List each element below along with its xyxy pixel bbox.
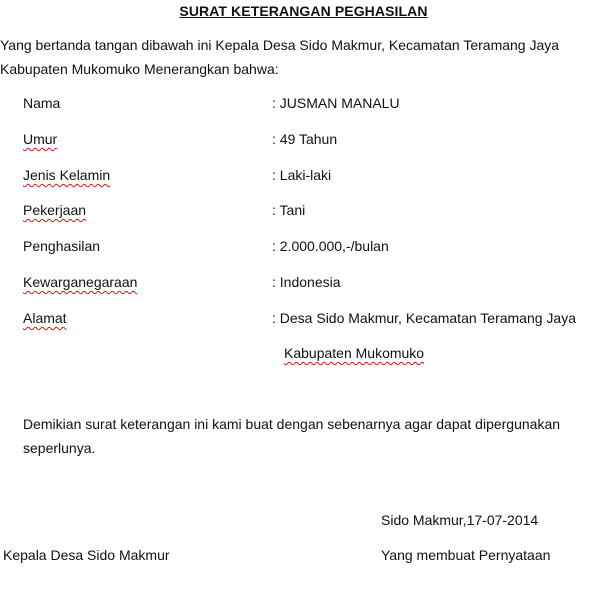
signature-right-label: Yang membuat Pernyataan xyxy=(381,547,551,563)
field-row-jenis-kelamin xyxy=(0,167,607,189)
field-label-umur: Umur xyxy=(23,131,58,147)
field-label-alamat: Alamat xyxy=(23,310,67,326)
closing-line-1: Demikian surat keterangan ini kami buat dengan sebenarnya agar dapat dipergunakan xyxy=(23,416,561,432)
field-label-penghasilan: Penghasilan xyxy=(23,238,101,254)
field-row-nama xyxy=(0,95,607,117)
field-row-kewarganegaraan xyxy=(0,274,607,296)
field-row-umur xyxy=(0,131,607,153)
field-label-jenis-kelamin: Jenis Kelamin xyxy=(23,167,111,183)
field-row-penghasilan xyxy=(0,238,607,260)
field-value-penghasilan: : 2.000.000,-/bulan xyxy=(272,238,389,254)
field-row-alamat xyxy=(0,310,607,332)
field-label-kewarganegaraan: Kewarganegaraan xyxy=(23,274,138,290)
field-value-nama: : JUSMAN MANALU xyxy=(272,95,400,111)
field-label-pekerjaan: Pekerjaan xyxy=(23,202,87,218)
field-value-alamat-cont: Kabupaten Mukomuko xyxy=(284,345,425,361)
field-row-pekerjaan xyxy=(0,202,607,224)
signature-left-label: Kepala Desa Sido Makmur xyxy=(3,547,170,563)
field-value-umur: : 49 Tahun xyxy=(272,131,338,147)
place-date: Sido Makmur,17-07-2014 xyxy=(381,512,539,528)
field-value-pekerjaan: : Tani xyxy=(272,202,306,218)
field-label-nama: Nama xyxy=(23,95,61,111)
intro-line-1: Yang bertanda tangan dibawah ini Kepala Desa Sido Makmur, Kecamatan Teramang Jaya xyxy=(0,37,560,53)
field-value-kewarganegaraan: : Indonesia xyxy=(272,274,341,290)
field-row-alamat-cont xyxy=(0,345,607,367)
document-title: SURAT KETERANGAN PEGHASILAN xyxy=(179,3,428,19)
closing-line-2: seperlunya. xyxy=(23,440,96,456)
intro-line-2: Kabupaten Mukomuko Menerangkan bahwa: xyxy=(0,61,279,77)
field-value-alamat: : Desa Sido Makmur, Kecamatan Teramang Jaya xyxy=(272,310,577,326)
field-value-jenis-kelamin: : Laki-laki xyxy=(272,167,332,183)
